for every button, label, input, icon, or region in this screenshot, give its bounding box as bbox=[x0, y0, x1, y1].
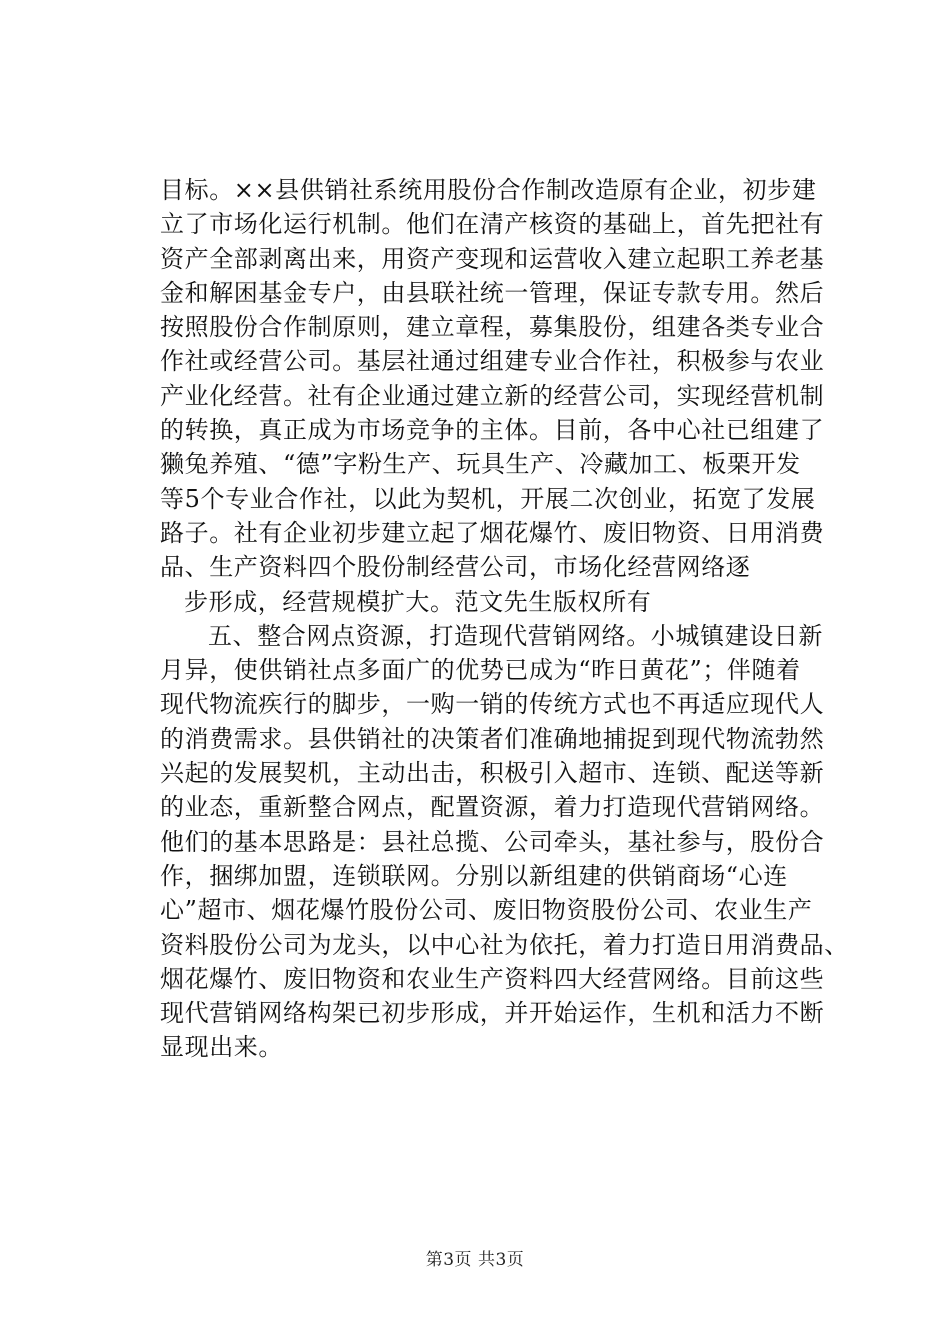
document-body bbox=[160, 173, 849, 1065]
text-line: 的消费需求。县供销社的决策者们准确地捕捉到现代物流勃然 bbox=[160, 724, 825, 753]
text-line: 路子。社有企业初步建立起了烟花爆竹、废旧物资、日用消费 bbox=[160, 518, 825, 547]
text-line: 显现出来。 bbox=[160, 1033, 283, 1062]
text-line: 产业化经营。社有企业通过建立新的经营公司，实现经营机制 bbox=[160, 381, 825, 410]
text-line: 他们的基本思路是：县社总揽、公司牵头，基社参与，股份合 bbox=[160, 827, 825, 856]
text-line: 目标。××县供销社系统用股份合作制改造原有企业，初步建 bbox=[160, 176, 817, 204]
text-line: 烟花爆竹、废旧物资和农业生产资料四大经营网络。目前这些 bbox=[160, 964, 825, 993]
text-line: 的业态，重新整合网点，配置资源，着力打造现代营销网络。 bbox=[160, 793, 825, 822]
text-line: 等5个专业合作社，以此为契机，开展二次创业，拓宽了发展 bbox=[160, 484, 816, 513]
text-line: 步形成，经营规模扩大。范文先生版权所有 bbox=[184, 587, 652, 616]
text-line: 立了市场化运行机制。他们在清产核资的基础上，首先把社有 bbox=[160, 210, 825, 239]
text-line: 月异，使供销社点多面广的优势已成为“昨日黄花”；伴随着 bbox=[160, 656, 801, 685]
text-line: 资产全部剥离出来，用资产变现和运营收入建立起职工养老基 bbox=[160, 244, 825, 273]
text-line: 兴起的发展契机，主动出击，积极引入超市、连锁、配送等新 bbox=[160, 759, 825, 788]
text-line: 现代营销网络构架已初步形成，并开始运作，生机和活力不断 bbox=[160, 999, 825, 1028]
text-line: 金和解困基金专户，由县联社统一管理，保证专款专用。然后 bbox=[160, 278, 825, 307]
text-line: 心”超市、烟花爆竹股份公司、废旧物资股份公司、农业生产 bbox=[160, 896, 813, 925]
text-line: 獭兔养殖、“德”字粉生产、玩具生产、冷藏加工、板栗开发 bbox=[160, 450, 801, 479]
text-line: 现代物流疾行的脚步，一购一销的传统方式也不再适应现代人 bbox=[160, 690, 825, 719]
text-line: 的转换，真正成为市场竞争的主体。目前，各中心社已组建了 bbox=[160, 416, 825, 445]
text-line: 作，捆绑加盟，连锁联网。分别以新组建的供销商场“心连 bbox=[160, 861, 788, 890]
paragraph-start-line: 五、整合网点资源，打造现代营销网络。小城镇建设日新 bbox=[208, 621, 823, 650]
page-footer: 第3页 共3页 bbox=[425, 1250, 525, 1270]
text-line: 资料股份公司为龙头，以中心社为依托，着力打造日用消费品、 bbox=[160, 930, 849, 959]
text-line: 按照股份合作制原则，建立章程，募集股份，组建各类专业合 bbox=[160, 313, 825, 342]
text-line: 品、生产资料四个股份制经营公司，市场化经营网络逐 bbox=[160, 553, 751, 582]
text-line: 作社或经营公司。基层社通过组建专业合作社，积极参与农业 bbox=[160, 347, 825, 376]
